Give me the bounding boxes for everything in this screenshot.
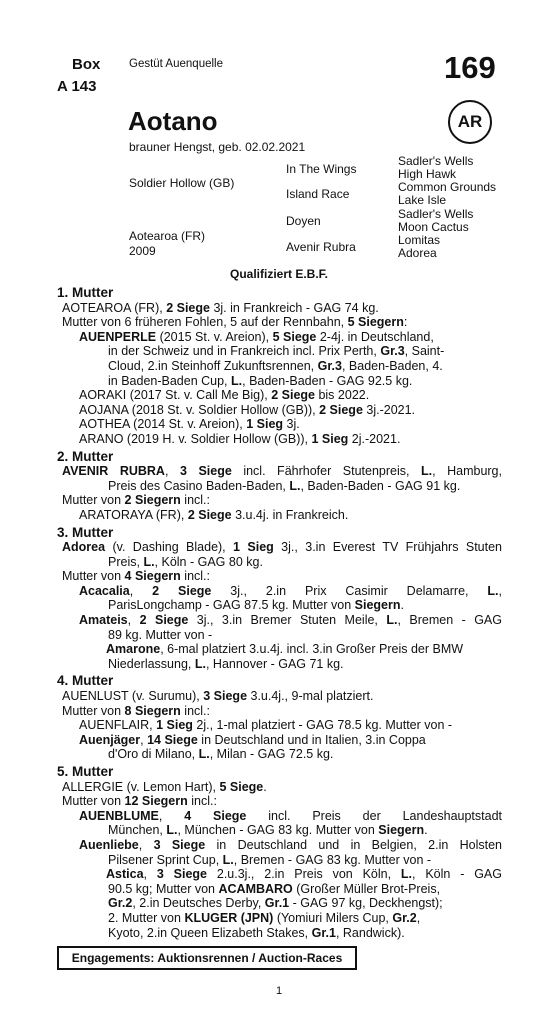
section-line: Cloud, 2.in Steinhoff Zukunftsrennen, Gr.3, Baden-Baden, 4. bbox=[108, 358, 443, 373]
section-line: Pilsener Sprint Cup, L., Bremen - GAG 83 kg. Mutter von - bbox=[108, 852, 432, 867]
section-title: 1. Mutter bbox=[57, 285, 114, 300]
bold-text: 2 Siege bbox=[319, 402, 363, 417]
bold-text: Gr.1 bbox=[264, 896, 290, 911]
section-title: 2. Mutter bbox=[57, 448, 114, 464]
section-line: AUENBLUME, 4 Siege incl. Preis der Landeshauptstadt bbox=[79, 808, 502, 823]
lot-number: 169 bbox=[444, 50, 496, 85]
bold-text: Acacalia bbox=[79, 583, 130, 598]
bold-text: 5 Siegern bbox=[347, 315, 404, 330]
bold-text: 5 Siege bbox=[219, 779, 264, 794]
horse-description: brauner Hengst, geb. 02.02.2021 bbox=[129, 140, 306, 154]
bold-text: Siegern bbox=[378, 823, 425, 838]
bold-text: 2 Siege bbox=[139, 613, 189, 628]
section-line: Amateis, 2 Siege 3j., 3.in Bremer Stuten Meile, L., Bremen - GAG bbox=[79, 613, 502, 628]
bold-text: 2 Siege bbox=[187, 507, 232, 522]
section-line: ParisLongchamp - GAG 87.5 kg. Mutter von Siegern. bbox=[108, 598, 404, 613]
section-line: Amarone, 6-mal platziert 3.u.4j. incl. 3.in Großer Preis der BMW bbox=[106, 642, 464, 657]
bold-text: L. bbox=[400, 867, 413, 882]
bold-text: 5 Siege bbox=[272, 329, 317, 344]
page-number: 1 bbox=[275, 985, 283, 997]
section-line: 89 kg. Mutter von - bbox=[108, 627, 213, 642]
bold-text: 14 Siege bbox=[147, 732, 198, 747]
bold-text: Amateis bbox=[79, 613, 128, 628]
section-line: Auenliebe, 3 Siege in Deutschland und in Belgien, 2.in Holsten bbox=[79, 837, 503, 852]
section-line: AUENPERLE (2015 St. v. Areion), 5 Siege 2-4j. in Deutschland, bbox=[79, 329, 434, 344]
bold-text: 3 Siege bbox=[156, 867, 208, 882]
pedigree-g3-2: High Hawk bbox=[398, 167, 457, 181]
section-line: Preis des Casino Baden-Baden, L., Baden-Baden - GAG 91 kg. bbox=[108, 478, 461, 493]
bold-text: 1 Sieg bbox=[233, 540, 274, 555]
section-line: Adorea (v. Dashing Blade), 1 Sieg 3j., 3.in Everest TV Frühjahrs Stuten bbox=[62, 540, 502, 555]
pedigree-g3-3: Common Grounds bbox=[398, 180, 497, 194]
section-title: 3. Mutter bbox=[57, 524, 114, 540]
section-line: Acacalia, 2 Siege 3j., 2.in Prix Casimir Delamarre, L., bbox=[79, 583, 503, 598]
bold-text: Siegern bbox=[354, 598, 401, 613]
section-line: AORAKI (2017 St. v. Call Me Big), 2 Siege bis 2022. bbox=[79, 388, 370, 403]
bold-text: Gr.2 bbox=[108, 896, 133, 911]
bold-text: 2 Siege bbox=[271, 388, 315, 403]
section-line: AOJANA (2018 St. v. Soldier Hollow (GB)), 2 Siege 3j.-2021. bbox=[79, 402, 416, 417]
horse-name: Aotano bbox=[128, 106, 218, 136]
bold-text: Amarone bbox=[106, 642, 161, 657]
bold-text: Gr.3 bbox=[380, 344, 405, 359]
pedigree-g3-5: Sadler's Wells bbox=[398, 207, 474, 221]
section-line: München, L., München - GAG 83 kg. Mutter von Siegern. bbox=[108, 823, 428, 838]
bold-text: Gr.3 bbox=[317, 358, 342, 373]
pedigree-dam-dam: Avenir Rubra bbox=[286, 240, 356, 254]
bold-text: 12 Siegern bbox=[124, 794, 188, 809]
pedigree-sire-sire: In The Wings bbox=[286, 162, 357, 176]
stud-name: Gestüt Auenquelle bbox=[129, 58, 223, 70]
section-title: 5. Mutter bbox=[57, 764, 114, 779]
bold-text: 2 Siegern bbox=[124, 493, 181, 508]
engagements-label: Engagements: Auktionsrennen / Auction-Races bbox=[71, 951, 343, 965]
bold-text: 2 Siege bbox=[166, 300, 210, 315]
bold-text: Gr.1 bbox=[311, 925, 336, 940]
bold-text: KLUGER (JPN) bbox=[184, 910, 274, 925]
section-line: AVENIR RUBRA, 3 Siege incl. Fährhofer Stutenpreis, L., Hamburg, bbox=[62, 464, 502, 479]
bold-text: L. bbox=[487, 583, 499, 598]
pedigree-sire: Soldier Hollow (GB) bbox=[129, 176, 235, 190]
bold-text: AUENPERLE bbox=[79, 329, 157, 344]
section-line: in Baden-Baden Cup, L., Baden-Baden - GAG 92.5 kg. bbox=[108, 373, 413, 388]
bold-text: Astica bbox=[106, 867, 144, 882]
section-line: Astica, 3 Siege 2.u.3j., 2.in Preis von Köln, L., Köln - GAG bbox=[106, 867, 502, 882]
section-line: ARANO (2019 H. v. Soldier Hollow (GB)), 1 Sieg 2j.-2021. bbox=[79, 431, 401, 446]
section-line: ALLERGIE (v. Lemon Hart), 5 Siege. bbox=[62, 779, 267, 794]
box-number: A 143 bbox=[57, 78, 97, 95]
bold-text: AUENBLUME bbox=[79, 808, 159, 823]
section-line: in der Schweiz und in Frankreich incl. Prix Perth, Gr.3, Saint- bbox=[108, 344, 445, 359]
bold-text: AVENIR RUBRA bbox=[62, 464, 165, 479]
bold-text: Auenjäger bbox=[79, 732, 141, 747]
bold-text: 1 Sieg bbox=[246, 417, 284, 432]
pedigree-g3-8: Adorea bbox=[398, 246, 437, 260]
section-line: Niederlassung, L., Hannover - GAG 71 kg. bbox=[108, 656, 344, 671]
pedigree-g3-4: Lake Isle bbox=[398, 193, 447, 207]
bold-text: L. bbox=[194, 656, 206, 671]
bold-text: 3 Siege bbox=[179, 464, 232, 479]
pedigree-g3-7: Lomitas bbox=[398, 233, 441, 247]
section-line: Kyoto, 2.in Queen Elizabeth Stakes, Gr.1, Randwick). bbox=[108, 925, 405, 940]
bold-text: 1 Sieg bbox=[156, 718, 193, 733]
bold-text: L. bbox=[166, 823, 178, 838]
section-line: Mutter von 6 früheren Fohlen, 5 auf der Rennbahn, 5 Siegern: bbox=[62, 315, 408, 330]
bold-text: ACAMBARO bbox=[218, 881, 293, 896]
pedigree-g3-6: Moon Cactus bbox=[398, 220, 469, 234]
section-line: Mutter von 12 Siegern incl.: bbox=[62, 794, 217, 809]
pedigree-dam-year: 2009 bbox=[129, 244, 156, 258]
pedigree-sire-dam: Island Race bbox=[286, 187, 350, 201]
section-line: Preis, L., Köln - GAG 80 kg. bbox=[108, 554, 263, 569]
bold-text: L. bbox=[143, 554, 155, 569]
bold-text: 2 Siege bbox=[152, 583, 212, 598]
bold-text: 3 Siege bbox=[203, 689, 248, 704]
bold-text: 1 Sieg bbox=[311, 431, 349, 446]
section-line: d'Oro di Milano, L., Milan - GAG 72.5 kg. bbox=[108, 747, 334, 762]
section-line: 90.5 kg; Mutter von ACAMBARO (Großer Müller Brot-Preis, bbox=[108, 881, 441, 896]
bold-text: 8 Siegern bbox=[124, 703, 181, 718]
section-line: AOTEAROA (FR), 2 Siege 3j. in Frankreich - GAG 74 kg. bbox=[62, 300, 379, 315]
bold-text: Auenliebe bbox=[79, 837, 139, 852]
bold-text: L. bbox=[289, 478, 301, 493]
bold-text: L. bbox=[386, 613, 398, 628]
bold-text: L. bbox=[231, 373, 243, 388]
section-line: Mutter von 4 Siegern incl.: bbox=[62, 569, 210, 584]
bold-text: 4 Siege bbox=[184, 808, 247, 823]
section-line: Gr.2, 2.in Deutsches Derby, Gr.1 - GAG 97 kg, Deckhengst); bbox=[108, 896, 443, 911]
section-line: ARATORAYA (FR), 2 Siege 3.u.4j. in Frankreich. bbox=[79, 507, 349, 522]
bold-text: L. bbox=[421, 464, 433, 479]
bold-text: Adorea bbox=[62, 540, 106, 555]
section-line: 2. Mutter von KLUGER (JPN) (Yomiuri Milers Cup, Gr.2, bbox=[108, 910, 421, 925]
engagements-box bbox=[57, 946, 357, 970]
dam-line-sections bbox=[57, 283, 502, 940]
pedigree-g3-1: Sadler's Wells bbox=[398, 154, 474, 168]
section-line: AUENLUST (v. Surumu), 3 Siege 3.u.4j., 9-mal platziert. bbox=[62, 689, 374, 704]
ar-badge: AR bbox=[448, 100, 492, 144]
bold-text: L. bbox=[198, 747, 210, 762]
pedigree-dam: Aotearoa (FR) bbox=[129, 229, 206, 243]
box-label: Box bbox=[72, 56, 101, 73]
section-line: Auenjäger, 14 Siege in Deutschland und in Italien, 3.in Coppa bbox=[79, 732, 426, 747]
bold-text: L. bbox=[222, 852, 234, 867]
bold-text: Gr.2 bbox=[392, 910, 417, 925]
pedigree-dam-sire: Doyen bbox=[286, 214, 321, 228]
qualification-note: Qualifiziert E.B.F. bbox=[229, 267, 328, 281]
section-line: Mutter von 2 Siegern incl.: bbox=[62, 493, 210, 508]
bold-text: 3 Siege bbox=[153, 837, 206, 852]
section-title: 4. Mutter bbox=[57, 673, 114, 689]
section-line: AOTHEA (2014 St. v. Areion), 1 Sieg 3j. bbox=[79, 417, 300, 432]
section-line: Mutter von 8 Siegern incl.: bbox=[62, 703, 210, 718]
bold-text: 4 Siegern bbox=[124, 569, 181, 584]
section-line: AUENFLAIR, 1 Sieg 2j., 1-mal platziert - GAG 78.5 kg. Mutter von - bbox=[79, 718, 453, 733]
